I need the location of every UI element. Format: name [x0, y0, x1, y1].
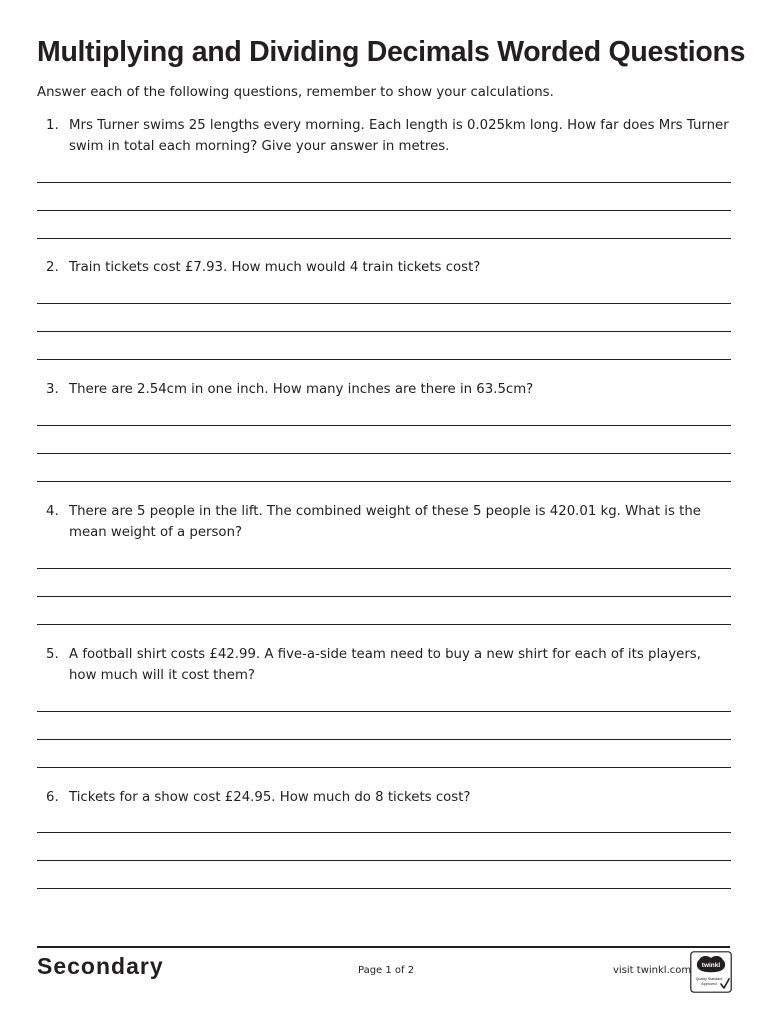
answer-line[interactable]: [37, 453, 731, 454]
question-text: [37, 644, 731, 686]
question-number: 6.: [46, 790, 59, 805]
question-text: [37, 787, 731, 808]
answer-line[interactable]: [37, 210, 731, 211]
question-5: [37, 644, 731, 686]
question-number: 1.: [46, 118, 59, 133]
quality-standard-badge-icon: [690, 951, 732, 993]
question-number: 2.: [46, 260, 59, 275]
question-number: 3.: [46, 382, 59, 397]
question-4: [37, 501, 731, 543]
answer-line[interactable]: [37, 359, 731, 360]
question-number: 4.: [46, 504, 59, 519]
question-body: Tickets for a show cost £24.95. How much do 8 tickets cost?: [69, 790, 471, 805]
question-text: [37, 257, 731, 278]
answer-line[interactable]: [37, 711, 731, 712]
answer-line[interactable]: [37, 739, 731, 740]
question-number: 5.: [46, 647, 59, 662]
badge-logo-text: twinkl: [701, 962, 721, 969]
question-body: There are 2.54cm in one inch. How many inches are there in 63.5cm?: [69, 382, 534, 397]
answer-line[interactable]: [37, 888, 731, 889]
badge-caption: Approved: [701, 982, 717, 986]
website-link[interactable]: visit twinkl.com: [613, 965, 692, 976]
question-3: [37, 379, 731, 400]
answer-line[interactable]: [37, 238, 731, 239]
question-6: [37, 787, 731, 808]
instructions: Answer each of the following questions, remember to show your calculations.: [37, 85, 554, 100]
answer-line[interactable]: [37, 767, 731, 768]
answer-line[interactable]: [37, 832, 731, 833]
answer-line[interactable]: [37, 568, 731, 569]
answer-line[interactable]: [37, 182, 731, 183]
footer-divider: [37, 946, 730, 948]
brand-logo: Secondary: [37, 953, 164, 979]
answer-line[interactable]: [37, 596, 731, 597]
badge-caption: Quality Standard: [695, 977, 723, 981]
question-body: A football shirt costs £42.99. A five-a-side team need to buy a new shirt for each of its players, how much will it cost them?: [69, 647, 701, 683]
question-text: [37, 115, 731, 157]
answer-line[interactable]: [37, 331, 731, 332]
answer-line[interactable]: [37, 860, 731, 861]
page-number: Page 1 of 2: [358, 965, 415, 976]
answer-line[interactable]: [37, 624, 731, 625]
page-title: Multiplying and Dividing Decimals Worded Questions: [37, 36, 746, 68]
question-1: [37, 115, 731, 157]
question-2: [37, 257, 731, 278]
answer-line[interactable]: [37, 303, 731, 304]
answer-line[interactable]: [37, 425, 731, 426]
answer-line[interactable]: [37, 481, 731, 482]
question-text: [37, 501, 731, 543]
question-body: Mrs Turner swims 25 lengths every morning. Each length is 0.025km long. How far does Mrs Turner swim in total each morning? Give your answer in metres.: [69, 118, 729, 154]
question-body: Train tickets cost £7.93. How much would 4 train tickets cost?: [69, 260, 481, 275]
question-text: [37, 379, 731, 400]
question-body: There are 5 people in the lift. The combined weight of these 5 people is 420.01 kg. What is the mean weight of a person?: [69, 504, 701, 540]
